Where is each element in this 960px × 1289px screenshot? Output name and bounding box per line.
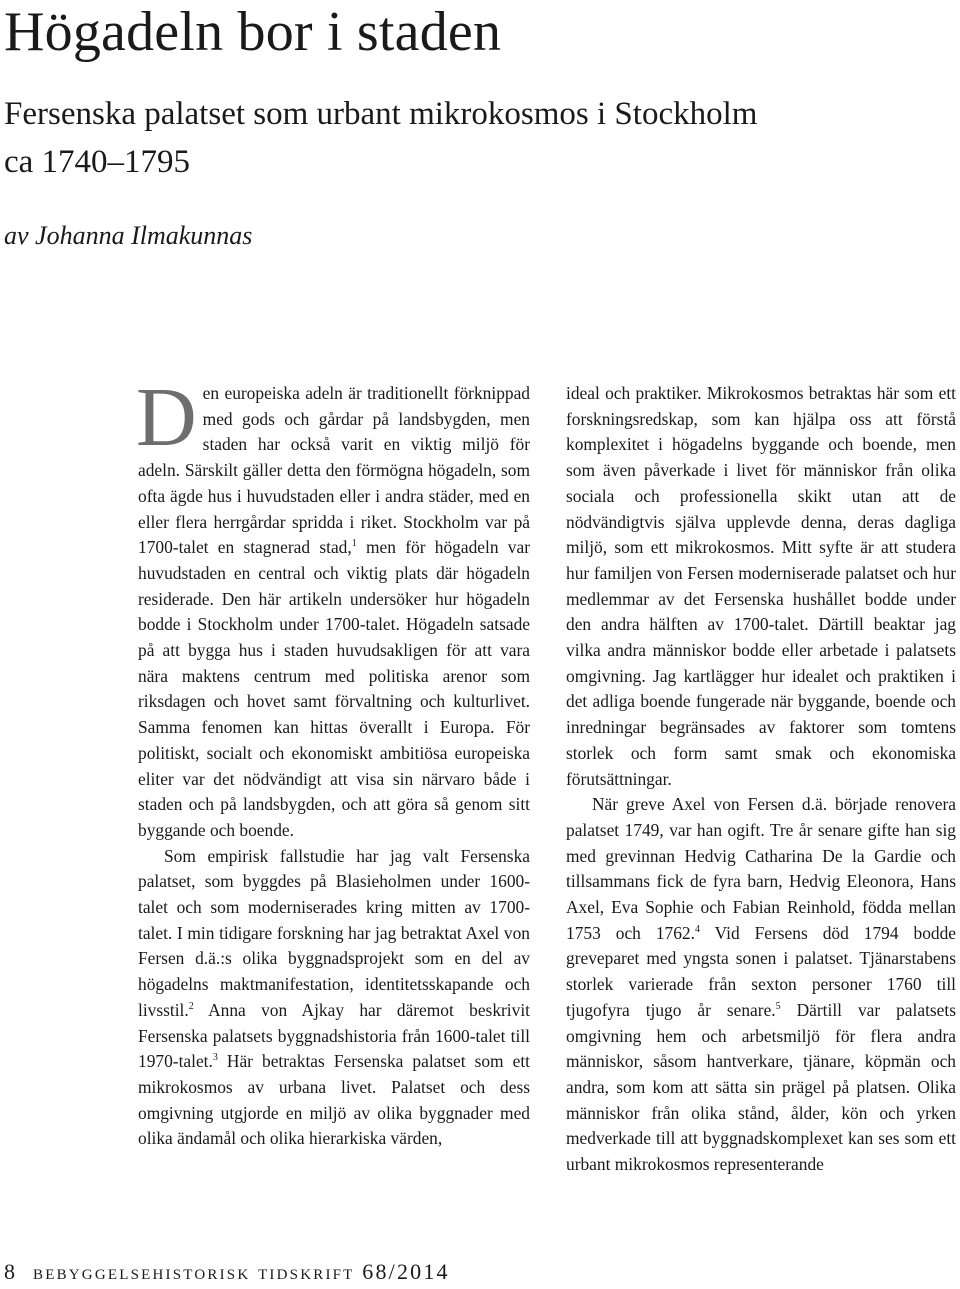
footnote-marker-3: 3 (212, 1052, 218, 1064)
text-column-right (566, 381, 956, 1178)
paragraph-2-text-c: Här betraktas Fersenska palatset som ett mikrokosmos av urbana livet. Palatset och dess omgivning utgjorde en miljö av olika byggnader med olika ändamål och olika hierarkiska värden, (138, 1051, 530, 1149)
journal-name: bebyggelsehistorisk tidskrift 68/2014 (33, 1259, 450, 1284)
article-subtitle (4, 90, 904, 186)
paragraph-4-text-a: När greve Axel von Fersen d.ä. började renovera palatset 1749, var han ogift. Tre år senare gifte han sig med grevinnan Hedvig Catharina De la Gardie och tillsammans fick de fyra barn, Hedvig Eleonora, Hans Axel, Eva Sophie och Fabian Reinhold, födda mellan 1753 och 1762. (566, 794, 956, 943)
text-column-left (136, 371, 530, 1152)
paragraph-1-text-a: en europeiska adeln är traditionellt förknippad med gods och gårdar på landsbygden, men staden har också varit en viktig miljö för adeln. Särskilt gäller detta den förmögna högadeln, som ofta ägde hus i huvudstaden eller i andra städer, med en eller flera herrgårdar spridda i riket. Stockholm var på 1700-talet en stagnerad stad, (138, 383, 530, 558)
paragraph-2-text-a: Som empirisk fallstudie har jag valt Fersenska palatset, som byggdes på Blasieholmen under 1600-talet och som moderniserades kring mitten av 1700-talet. I min tidigare forskning har jag betraktat Axel von Fersen d.ä.:s olika byggnadsprojekt som en del av högadelns maktmanifestation, identitetsskapande och livsstil. (138, 845, 530, 1020)
footnote-marker-4: 4 (694, 923, 700, 935)
subtitle-line-2: ca 1740–1795 (4, 144, 191, 180)
page-number: 8 (4, 1259, 15, 1284)
paragraph-1-text-b: men för högadeln var huvudstaden en central och viktig plats där högadeln residerade. Den här artikeln undersöker hur högadeln bodde i Stockholm under 1700-talet. Högadeln satsade på att bygga hus i staden huvudsakligen för att vara nära maktens centrum med politiska arenor som riksdagen och hovet samt förvaltning och kulturlivet. Samma fenomen kan hittas överallt i Europa. För politiskt, socialt och ekonomiskt ambitiösa europeiska eliter var det nödvändigt att visa sin närvaro både i staden och på landsbygden, och att göra så genom sitt byggande och boende. (138, 537, 530, 840)
page-footer (4, 1259, 450, 1285)
footnote-marker-1: 1 (351, 538, 357, 550)
footnote-marker-5: 5 (775, 1001, 781, 1013)
footnote-marker-2: 2 (188, 1001, 194, 1013)
subtitle-line-1: Fersenska palatset som urbant mikrokosmos i Stockholm (4, 96, 758, 132)
article-title: Högadeln bor i staden (4, 1, 502, 63)
paragraph-2 (138, 844, 530, 1152)
author-byline: av Johanna Ilmakunnas (4, 221, 253, 250)
paragraph-1 (136, 371, 530, 844)
paragraph-3: ideal och praktiker. Mikrokosmos betraktas här som ett forskningsredskap, som kan hjälpa oss att förstå komplexitet i högadelns byggande och boende, men som även påverkade i livet för människor från olika sociala och professionella skikt utan att de nödvändigtvis själva upplevde denna, deras dagliga miljö, som ett mikrokosmos. Mitt syfte är att studera hur familjen von Fersen moderniserade palatset och hur medlemmar av det Fersenska hushållet bodde under den andra hälften av 1700-talet. Därtill beaktar jag vilka andra människor bodde eller arbetade i palatsets omgivning. Jag kartlägger hur idealet och praktiken i det adliga boende fungerade när byggande, boende och inredningar begränsades av faktorer som tomtens storlek och form samt smak och ekonomiska förutsättningar. (566, 383, 956, 789)
paragraph-2-text-b: Anna von Ajkay har däremot beskrivit Fersenska palatsets byggnadshistoria från 1600-talet till 1970-talet. (138, 999, 530, 1072)
paragraph-4 (566, 792, 956, 1178)
drop-cap: D (136, 371, 197, 464)
paragraph-4-text-c: Därtill var palatsets omgivning hem och arbetsmiljö för flera andra människor, såsom hantverkare, tjänare, köpmän och andra, som kom att sätta sin prägel på platsen. Olika människor från olika stånd, ålder, kön och yrken medverkade till att byggnadskomplexet kan ses som ett urbant mikrokosmos representerande (566, 999, 956, 1175)
paragraph-4-text-b: Vid Fersens död 1794 bodde greveparet med yngsta sonen i palatset. Tjänarstabens storlek varierade från sexton personer 1760 till tjugofyra tjugo år senare. (566, 922, 956, 1020)
